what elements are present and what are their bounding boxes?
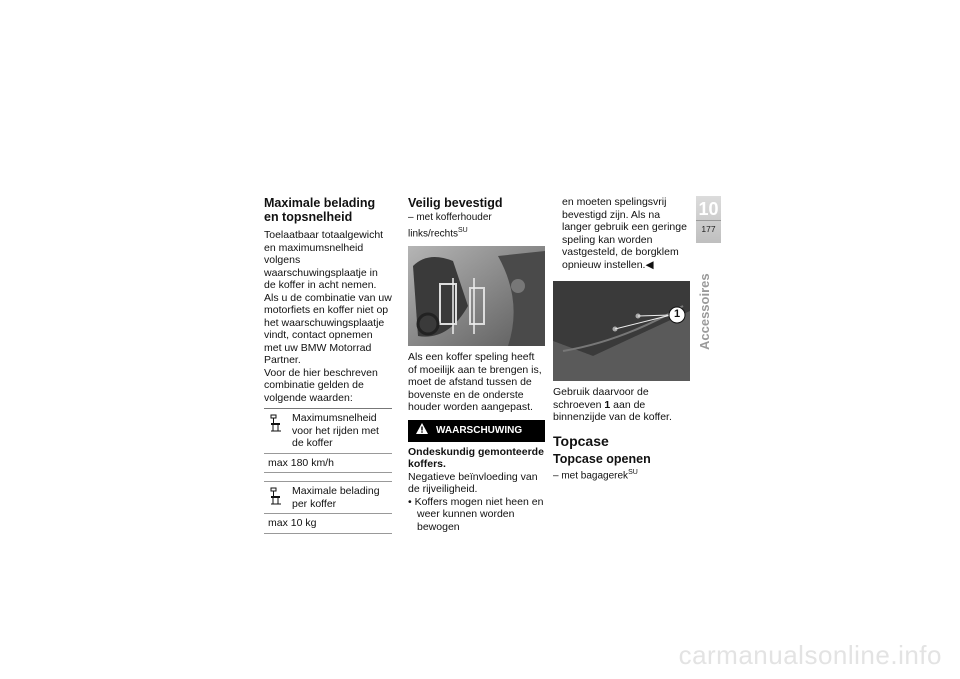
prereq-rack: – met bagagerek$^{SU}$ [553, 469, 638, 482]
heading-secure: Veilig bevestigd [408, 196, 503, 210]
intro-text: Toelaatbaar totaalgewicht en maximumsnelheid volgens waarschuwingsplaatje in de koffer in acht nemen. [264, 229, 384, 291]
weight-icon [270, 412, 286, 450]
adjust-text: Als een koffer speling heeft of moeilijk aan te brengen is, moet de afstand tussen de bovenste en de onderste houder worden aangepast. [408, 351, 542, 414]
photo-case-screws [553, 281, 690, 381]
heading-topcase-open: Topcase openen [553, 451, 651, 466]
warning-banner [408, 420, 545, 442]
continued-text: en moeten spelingsvrij bevestigd zijn. Als na langer gebruik een geringe speling kan worden vastgesteld, de borgklem opnieuw instellen.◀ [562, 196, 687, 271]
heading-max-load: Maximale belading en topsnelheid [264, 196, 376, 224]
spec-max-speed [264, 408, 392, 473]
warning-text: Negatieve beïnvloeding van de rijveiligheid. [408, 470, 538, 496]
photo-case-holder [408, 246, 545, 346]
values-text: Voor de hier beschreven combinatie gelden de volgende waarden: [264, 366, 378, 404]
spec-max-load-label: Maximale belading per koffer [292, 485, 380, 510]
warning-bullet: • Koffers mogen niet heen en weer kunnen worden bewogen [408, 495, 544, 533]
column-load-speed [264, 196, 392, 534]
prereq-holder: – met kofferhouder links/rechts$^{SU}$ [408, 212, 492, 239]
spec-max-load [264, 481, 392, 534]
warning-label: WAARSCHUWING [436, 424, 523, 436]
chapter-number: 10 [698, 199, 719, 219]
chapter-tab [696, 196, 721, 243]
screws-caption: Gebruik daarvoor de schroeven 1 aan de binnenzijde van de koffer. [553, 386, 672, 423]
heading-topcase: Topcase [553, 432, 609, 449]
column-secure-mounting [408, 196, 545, 533]
callout-1: 1 [673, 308, 681, 320]
weight-icon [270, 485, 286, 510]
watermark: carmanualsonline.info [678, 640, 942, 670]
column-topcase [553, 196, 691, 483]
warning-title: Ondeskundig gemonteerde koffers. [408, 445, 544, 471]
partner-text: Als u de combinatie van uw motorfiets en koffer niet op het waarschuwingsplaatje vindt, contact opnemen met uw BMW Motorrad Partner. [264, 291, 392, 366]
page-number: 177 [696, 220, 721, 234]
chapter-title: Accessoires [697, 273, 712, 350]
end-mark-icon: ◀ [645, 258, 654, 271]
spec-max-speed-label: Maximumsnelheid voor het rijden met de koffer [292, 412, 379, 449]
spec-max-load-value: max 10 kg [264, 513, 392, 533]
spec-max-speed-value: max 180 km/h [264, 453, 392, 473]
warning-icon [416, 423, 428, 439]
